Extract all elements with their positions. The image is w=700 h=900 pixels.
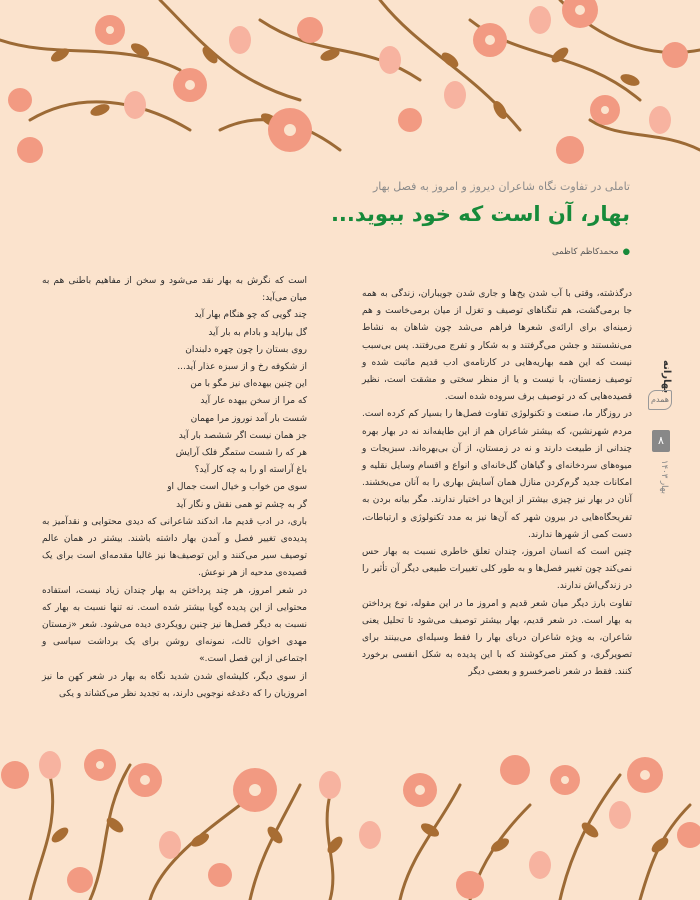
poem-verse: گر به چشم تو همی نقش و نگار آید — [176, 499, 307, 510]
paragraph: است که نگرش به بهار نقد می‌شود و سخن از مفاهیم باطنی هم به میان می‌آید: — [42, 276, 307, 304]
paragraph: باری، در ادب قدیم ما، اندکند شاعرانی که دیدی محتوایی و نقدآمیز به پدیده‌ی تغییر فصل و آمدن بهار داشته باشند. بیشتر در همان عالم توصیف سیر می‌کنند و این توصیف‌ها نیز غالبا مقدمه‌ای است برای یک قصیده‌ی مدحیه از هر نوعش. — [42, 516, 307, 579]
page-number: ۸ — [652, 430, 670, 452]
poem-verse: باغ آراسته او را به چه کار آید؟ — [194, 465, 307, 476]
poem-verse: گل بیاراید و بادام به بار آید — [208, 327, 307, 338]
magazine-logo: همدم — [648, 390, 672, 410]
poem-verse: هر که را شست ستمگر فلک آرایش — [175, 448, 307, 459]
article-column-right — [362, 286, 632, 682]
poem-verse: شست بار آمد نوروز مرا مهمان — [190, 413, 307, 424]
poem-verse: جز همان نیست اگر ششصد بار آید — [178, 430, 307, 441]
poem-verse: سوی من خواب و خیال است جمال او — [167, 482, 307, 493]
floral-decoration-top — [0, 0, 700, 180]
article-title: بهار، آن است که خود ببوید... — [330, 202, 630, 226]
author-name: محمدکاظم کاظمی — [552, 247, 619, 257]
floral-decoration-bottom — [0, 745, 700, 900]
bullet-icon: ● — [622, 247, 630, 257]
poem-verse: چند گویی که چو هنگام بهار آید — [194, 310, 307, 321]
paragraph: چنین است که انسان امروز، چندان تعلق خاطری نسبت به بهار حس نمی‌کند چون تغییر فصل‌ها و به طور کلی تغییرات طبیعی دیگر آن تأثیر را در زندگی‌اش ندارند. — [362, 547, 632, 592]
page-sidebar — [646, 360, 676, 540]
paragraph: تفاوت بارز دیگر میان شعر قدیم و امروز ما در این مقوله، نوع پرداختن به بهار است. در شعر قدیم، بهار بیشتر توصیف می‌شود تا تحلیل یعنی شاعران، به ویژه شاعران دربای بهار را فقط وسیله‌ای می‌بینند برای تصویرگری، و کمتر می‌کوشند که با این پدیده به شکل انفسی برخورد کنند. فقط در شعر ناصرخسرو و بعضی دیگر — [362, 598, 632, 678]
poem-verse: روی بستان را چون چهره دلبندان — [185, 344, 307, 355]
paragraph: در روزگار ما، صنعت و تکنولوژی تفاوت فصل‌ها را بسیار کم کرده است. مردم شهرنشین، که بیشتر شاعران هم از این طایفه‌اند نه در بهار بهره چندانی از طبیعت دارند و نه در زمستان، از آن بی‌بهره‌اند. سبزیجات و میوه‌های سردخانه‌ای و گیاهان گل‌خانه‌ای و انواع و اقسام وسایل نقلیه و امکانات جدید گرم‌کردن منازل همان آسایش بهاری را به آنان می‌بخشند. آنان در بهار نیز چیزی بیشتر از این‌ها در اختیار ندارند. مگر بیانه بردن به تفریحگاه‌هایی در بیرون شهر که آن‌ها نیز به مدد تکنولوژی و ارتباطات، دست کمی از شهرها ندارند. — [362, 409, 632, 540]
article-column-left — [42, 273, 307, 703]
poem-verse: این چنین بیهده‌ای نیز مگو با من — [190, 379, 307, 390]
issue-season: بهار ۱۴۰۳ — [659, 460, 669, 494]
poem-verse: که مرا از سخن بیهده عار آید — [200, 396, 307, 407]
paragraph: درگذشته، وقتی با آب شدن یخ‌ها و جاری شدن جویباران، زندگی به همه جا برمی‌گشت، هم تنگناهای توصیف و تغزل از میان برمی‌خاست و هم زمینه‌ای برای ارائه‌ی شعرها فراهم می‌شد چون شاهان به نشاط می‌نشستند و جشن می‌گرفتند و به شکار و تفرج می‌رفتند. پس بی‌سبب نیست که این همه بهاریه‌هایی در کارنامه‌ی ادب قدیم ماثبت شده و توصیف زمستان، با نیست و یا از منظر سختی و مشقت است، نظیر قصیده‌هایی که در توصیف برف سروده شده است. — [362, 289, 632, 403]
section-label: بهارانه — [661, 360, 672, 394]
article-subtitle: تاملی در تفاوت نگاه شاعران دیروز و امروز به فصل بهار — [372, 180, 630, 193]
paragraph: از سوی دیگر، کلیشه‌ای شدن شدید نگاه به بهار در شعر کهن ما نیز امروزیان را که دغدغه نوجویی دارند، به تجدید نظر می‌کشاند و یکی — [42, 671, 307, 699]
paragraph: در شعر امروز، هر چند پرداختن به بهار چندان زیاد نیست، استفاده محتوایی از این پدیده گویا بیشتر شده است. نه تنها نسبت به بهار که نسبت به دیگر فصل‌ها نیز چنین رویکردی دیده می‌شود. شعر «زمستان مهدی اخوان ثالث، نمونه‌ای روشن برای یک برداشت سیاسی و اجتماعی از این فصل است.» — [42, 585, 307, 665]
poem-verse: از شکوفه رخ و از سبزه عذار آید... — [177, 362, 307, 373]
article-author — [552, 247, 630, 257]
